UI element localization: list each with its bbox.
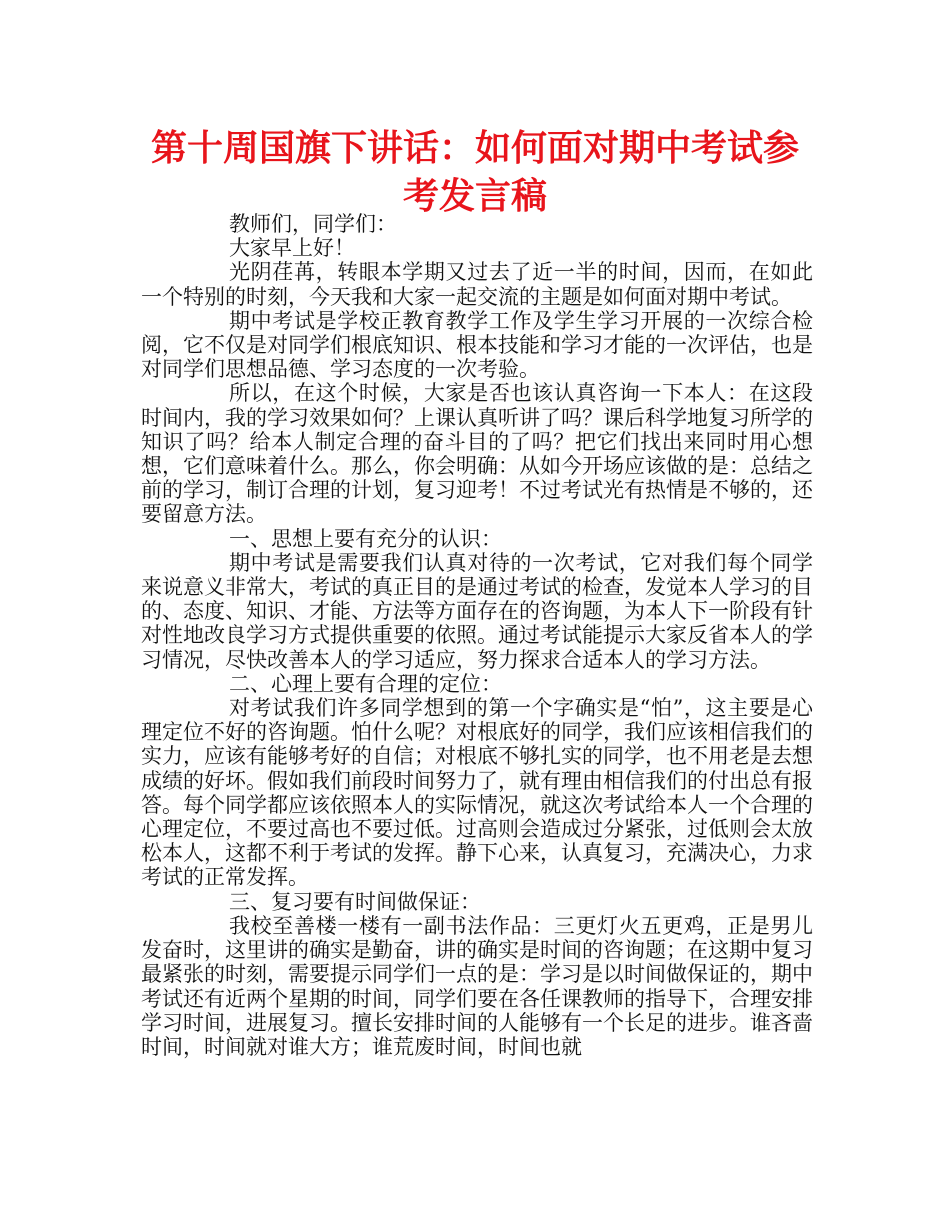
paragraph-intro: 光阴荏苒，转眼本学期又过去了近一半的时间，因而，在如此一个特别的时刻，今天我和大家一起交流的主题是如何面对期中考试。 (141, 260, 813, 309)
paragraph-exam-purpose: 期中考试是学校正教育教学工作及学生学习开展的一次综合检阅，它不仅是对同学们根底知识、根本技能和学习才能的一次评估，也是对同学们思想品德、学习态度的一次考验。 (141, 308, 813, 382)
paragraph-greeting: 教师们，同学们： (229, 212, 397, 236)
page-title: 第十周国旗下讲话：如何面对期中考试参考发言稿 (150, 128, 799, 217)
paragraph-morning: 大家早上好！ (229, 236, 355, 261)
document-body (141, 212, 813, 1059)
paragraph-section-3: 我校至善楼一楼有一副书法作品：三更灯火五更鸡，正是男儿发奋时，这里讲的确实是勤奋，讲的确实是时间的咨询题；在这期中复习最紧张的时刻，需要提示同学们一点的是：学习是以时间做保证的，期中考试还有近两个星期的时间，同学们要在各任课教师的指导下，合理安排学习时间，进展复习。擅长安排时间的人能够有一个长足的进步。谁吝啬时间，时间就对谁大方；谁荒废时间，时间也就 (141, 913, 813, 1059)
paragraph-section-2: 对考试我们许多同学想到的第一个字确实是“怕”，这主要是心理定位不好的咨询题。怕什么呢？对根底好的同学，我们应该相信我们的实力，应该有能够考好的自信；对根底不够扎实的同学，也不用老是去想成绩的好坏。假如我们前段时间努力了，就有理由相信我们的付出总有报答。每个同学都应该依照本人的实际情况，就这次考试给本人一个合理的心理定位，不要过高也不要过低。过高则会造成过分紧张，过低则会太放松本人，这都不利于考试的发挥。静下心来，认真复习，充满决心，力求考试的正常发挥。 (141, 696, 813, 890)
paragraph-section-1: 期中考试是需要我们认真对待的一次考试，它对我们每个同学来说意义非常大，考试的真正目的是通过考试的检查，发觉本人学习的目的、态度、知识、才能、方法等方面存在的咨询题，为本人下一阶段有针对性地改良学习方式提供重要的依照。通过考试能提示大家反省本人的学习情况，尽快改善本人的学习适应，努力探求合适本人的学习方法。 (141, 550, 813, 672)
heading-section-1: 一、思想上要有充分的认识： (229, 526, 502, 551)
paragraph-self-reflection: 所以，在这个时候，大家是否也该认真咨询一下本人：在这段时间内，我的学习效果如何？上课认真听讲了吗？课后科学地复习所学的知识了吗？给本人制定合理的奋斗目的了吗？把它们找出来同时用心想想，它们意味着什么。那么，你会明确：从如今开场应该做的是：总结之前的学习，制订合理的计划，复习迎考！不过考试光有热情是不够的，还要留意方法。 (141, 381, 813, 527)
heading-section-2: 二、心理上要有合理的定位： (229, 671, 502, 696)
heading-section-3: 三、复习要有时间做保证： (229, 889, 481, 914)
